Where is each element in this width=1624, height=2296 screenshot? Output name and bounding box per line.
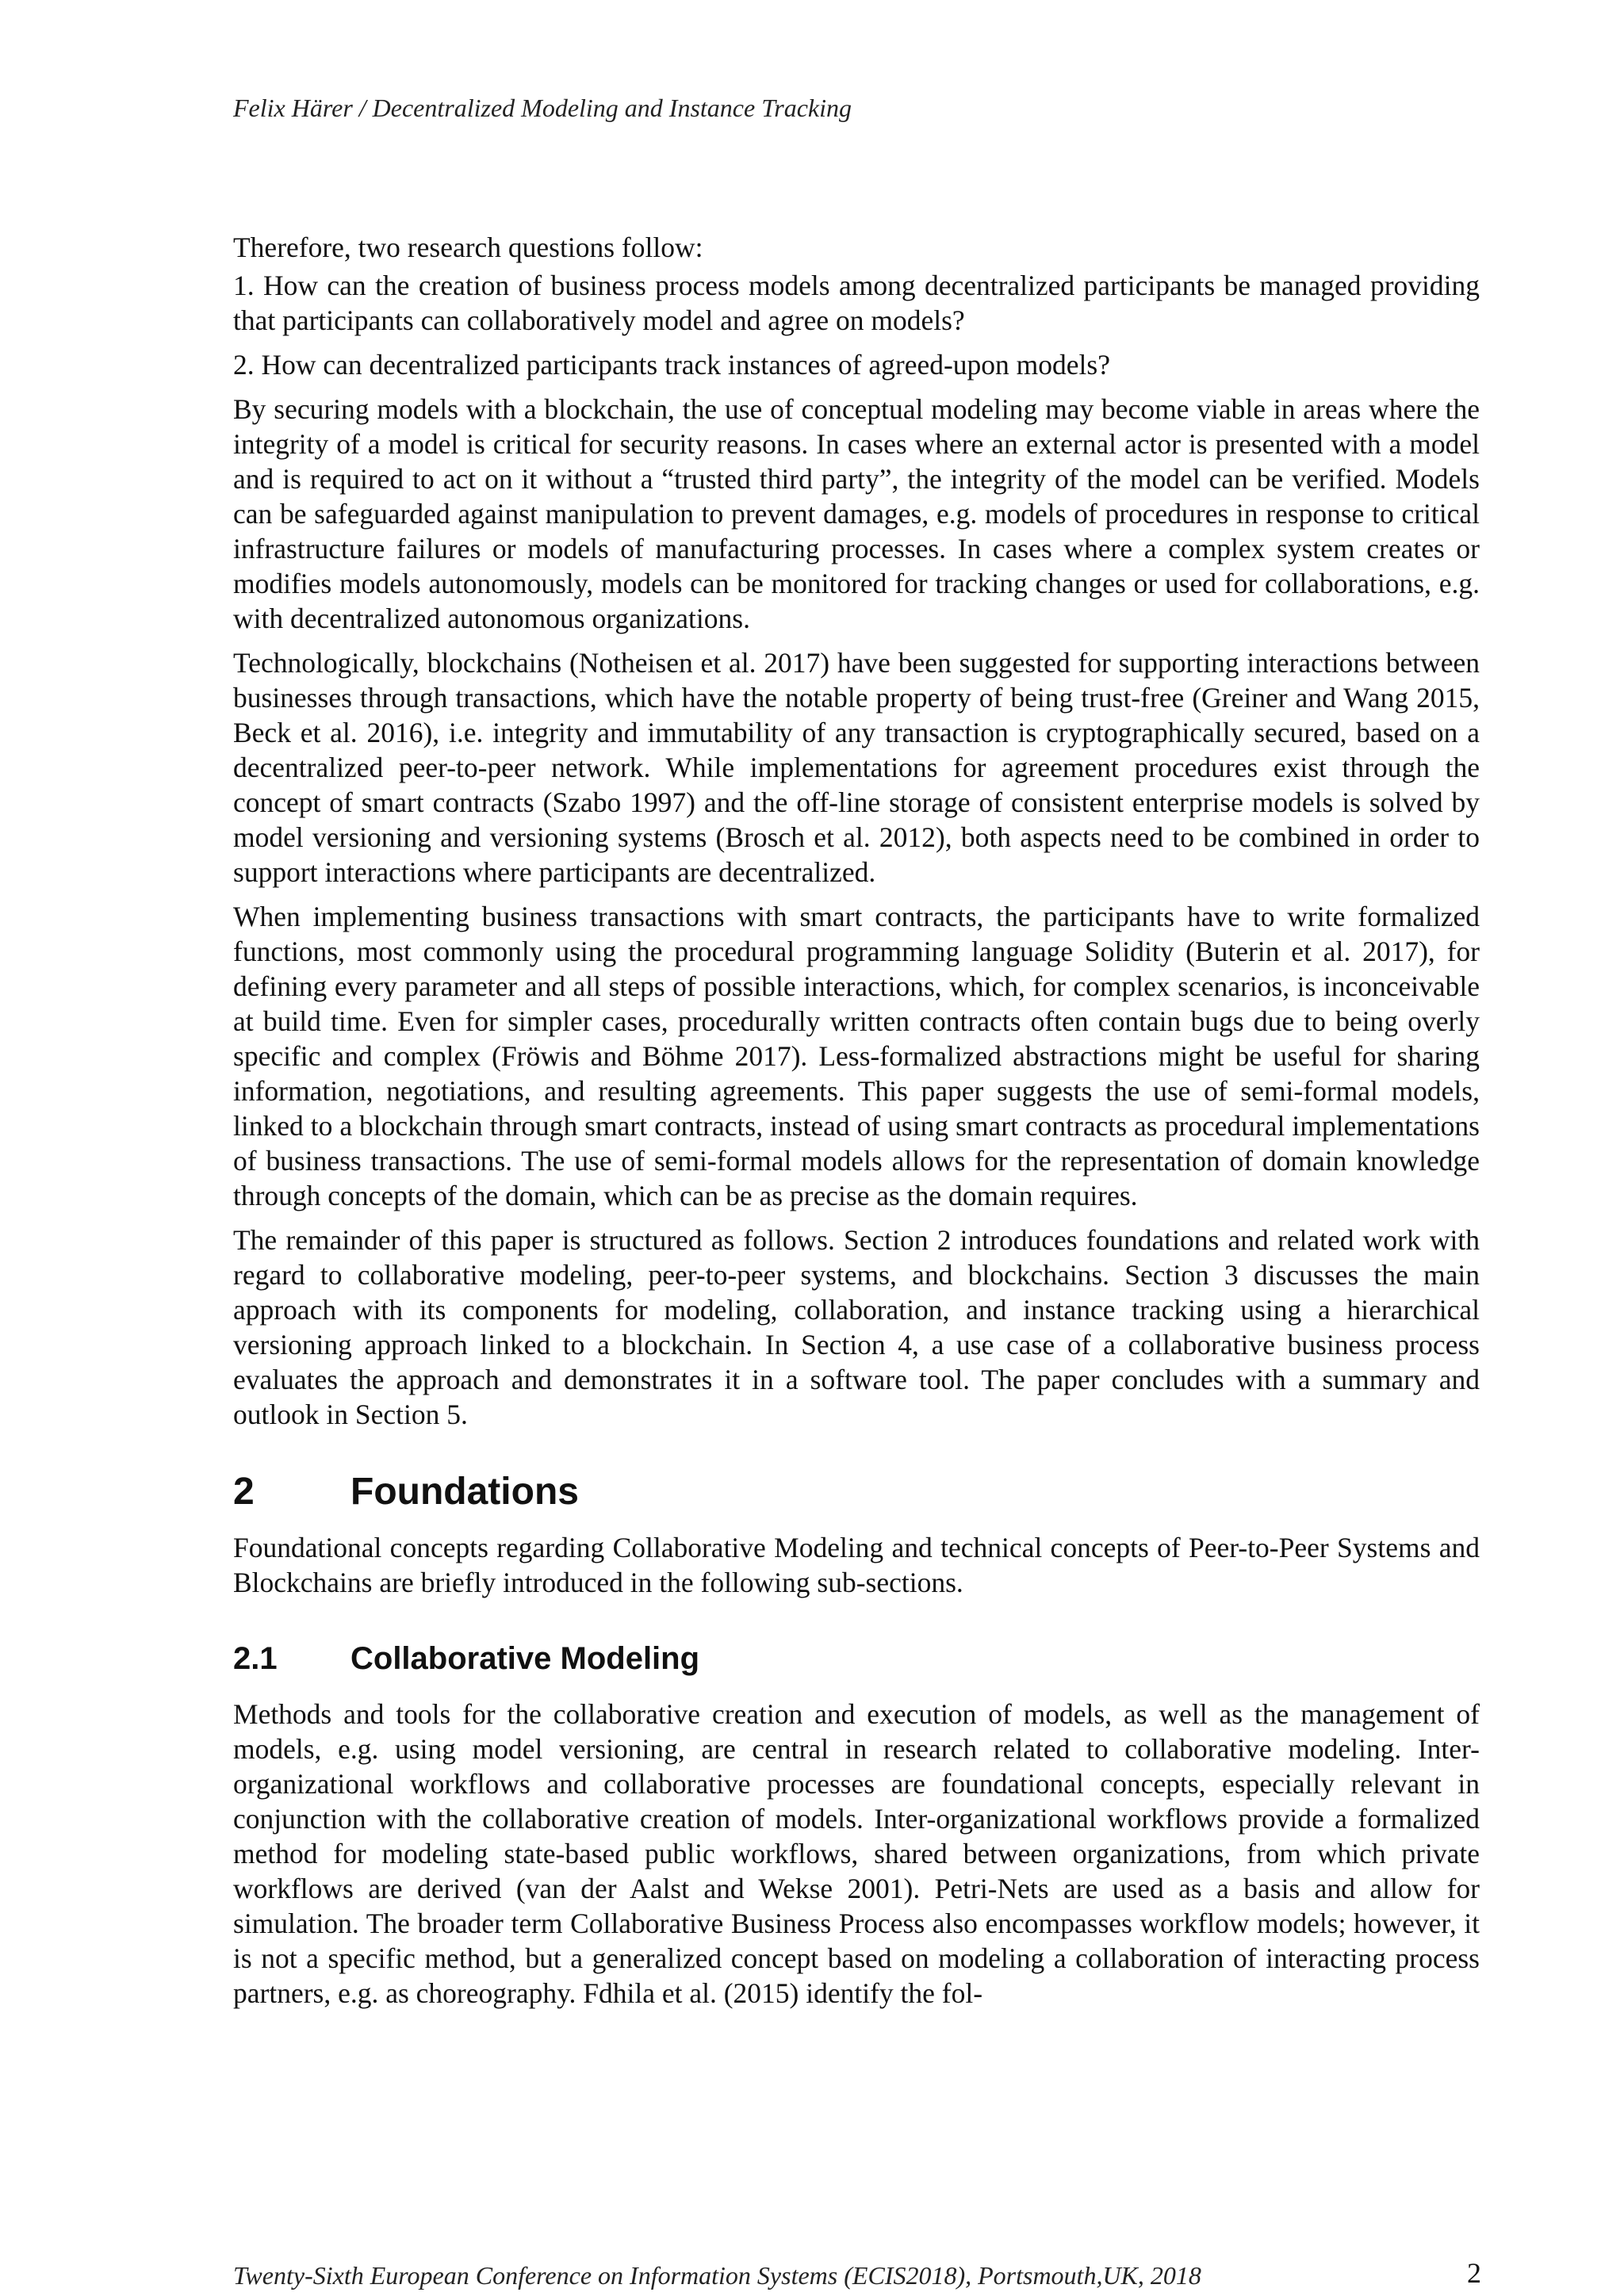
running-footer: Twenty-Sixth European Conference on Information Systems (ECIS2018), Portsmouth,UK, 2018 (233, 2261, 1201, 2290)
subsection-number: 2.1 (233, 1641, 278, 1676)
section-number: 2 (233, 1471, 255, 1513)
paragraph-smart-contracts: When implementing business transactions with smart contracts, the participants have to write formalized functions, most commonly using the procedural programming language Solidity (Buterin et al. 2017), for defining every parameter and all steps of possible interactions, which, for complex scenarios, is inconceivable at build time. Even for simpler cases, procedurally written contracts often contain bugs due to being overly specific and complex (Fröwis and Böhme 2017). Less-formalized abstractions might be useful for sharing information, negotiations, and resulting agreements. This paper suggests the use of semi-formal models, linked to a blockchain through smart contracts, instead of using smart contracts as procedural implementations of business transactions. The use of semi-formal models allows for the representation of domain knowledge through concepts of the domain, which can be as precise as the domain requires. (233, 901, 1480, 1211)
paragraph-blockchain-security: By securing models with a blockchain, the use of conceptual modeling may become viable in areas where the integrity of a model is critical for security reasons. In cases where an external actor is presented with a model and is required to act on it without a “trusted third party”, the integrity of the model can be verified. Models can be safeguarded against manipulation to prevent damages, e.g. models of procedures in response to critical infrastructure failures or models of manufacturing processes. In cases where a complex system creates or modifies models autonomously, models can be monitored for tracking changes or used for collaborations, e.g. with decentralized autonomous organizations. (233, 393, 1480, 634)
paragraph-paper-structure: The remainder of this paper is structured as follows. Section 2 introduces foundations and related work with regard to collaborative modeling, peer-to-peer systems, and blockchains. Section 3 discusses the main approach with its components for modeling, collaboration, and instance tracking using a hierarchical versioning approach linked to a blockchain. In Section 4, a use case of a collaborative business process evaluates the approach and demonstrates it in a software tool. The paper concludes with a summary and outlook in Section 5. (233, 1224, 1480, 1430)
intro-sentence: Therefore, two research questions follow: (233, 232, 703, 263)
paragraph-foundations: Foundational concepts regarding Collaborative Modeling and technical concepts of Peer-to-Peer Systems and Blockchains are briefly introduced in the following sub-sections. (233, 1532, 1480, 1598)
paragraph-collaborative-modeling: Methods and tools for the collaborative creation and execution of models, as well as the management of models, e.g. using model versioning, are central in research related to collaborative modeling. Inter-organizational workflows and collaborative processes are foundational concepts, especially relevant in conjunction with the collaborative creation of models. Inter-organizational workflows provide a formalized method for modeling state-based public workflows, shared between organizations, from which private workflows are derived (van der Aalst and Wekse 2001). Petri-Nets are used as a basis and allow for simulation. The broader term Collaborative Business Process also encompasses workflow models; however, it is not a specific method, but a generalized concept based on modeling a collaboration of interacting process partners, e.g. as choreography. Fdhila et al. (2015) identify the fol- (233, 1698, 1480, 2009)
research-question-1: 1. How can the creation of business process models among decentralized participants be managed providing that participants can collaboratively model and agree on models? (233, 270, 1480, 336)
subsection-title: Collaborative Modeling (350, 1641, 700, 1676)
research-question-2: 2. How can decentralized participants track instances of agreed-upon models? (233, 349, 1110, 381)
paragraph-technologically: Technologically, blockchains (Notheisen et al. 2017) have been suggested for supporting interactions between businesses through transactions, which have the notable property of being trust-free (Greiner and Wang 2015, Beck et al. 2016), i.e. integrity and immutability of any transaction is cryptographically secured, based on a decentralized peer-to-peer network. While implementations for agreement procedures exist through the concept of smart contracts (Szabo 1997) and the off-line storage of consistent enterprise models is solved by model versioning and versioning systems (Brosch et al. 2012), both aspects need to be combined in order to support interactions where participants are decentralized. (233, 647, 1480, 888)
body-text (233, 230, 1480, 2020)
subsection-heading-collaborative-modeling (233, 1641, 1480, 1676)
running-header: Felix Härer / Decentralized Modeling and Instance Tracking (233, 94, 852, 122)
section-title: Foundations (350, 1471, 579, 1513)
page-number: 2 (1467, 2257, 1481, 2289)
section-heading-foundations (233, 1471, 1480, 1513)
